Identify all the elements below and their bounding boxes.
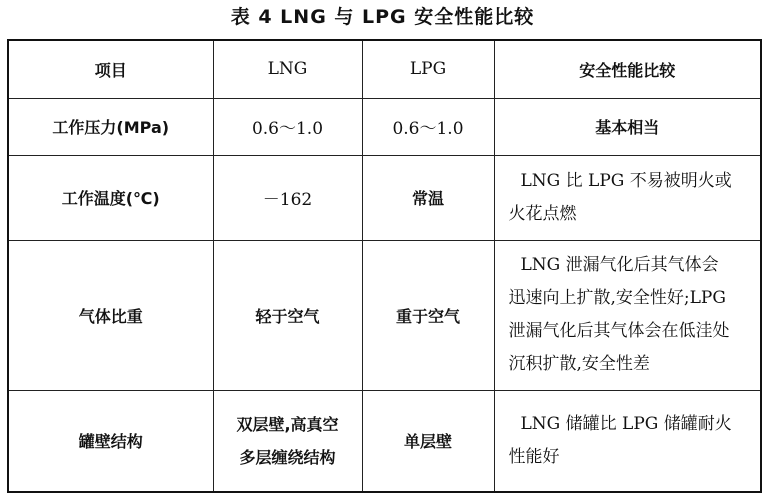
compare-line: 火花点燃	[508, 203, 577, 224]
table-row	[8, 155, 761, 240]
compare-line: LNG 泄漏气化后其气体会	[520, 255, 719, 275]
row-lng: 轻于空气	[213, 240, 362, 390]
row-item: 工作压力(MPa)	[8, 98, 213, 155]
header-item: 项目	[8, 40, 213, 98]
row-compare: 基本相当	[494, 98, 761, 155]
row-compare	[494, 390, 761, 492]
row-compare	[494, 240, 761, 390]
compare-line: 性能好	[508, 446, 560, 467]
row-lng	[213, 390, 362, 492]
header-compare: 安全性能比较	[494, 40, 761, 98]
compare-line: LNG 储罐比 LPG 储罐耐火	[520, 413, 732, 434]
safety-comparison-table	[7, 39, 762, 493]
table-row	[8, 98, 761, 155]
table-title: 表 4 LNG 与 LPG 安全性能比较	[230, 6, 535, 28]
header-lng: LNG	[213, 40, 362, 98]
compare-line: LNG 比 LPG 不易被明火或	[520, 170, 732, 191]
row-lpg: 单层壁	[362, 390, 494, 492]
compare-line: 迅速向上扩散,安全性好;LPG	[508, 288, 726, 308]
lng-line: 双层壁,高真空	[236, 414, 339, 434]
table-row	[8, 390, 761, 492]
compare-line: 沉积扩散,安全性差	[508, 354, 650, 374]
table-row	[8, 240, 761, 390]
row-item: 罐壁结构	[8, 390, 213, 492]
row-lng: 0.6～1.0	[213, 98, 362, 155]
row-item: 工作温度(℃)	[8, 155, 213, 240]
row-item: 气体比重	[8, 240, 213, 390]
row-compare	[494, 155, 761, 240]
row-lpg: 常温	[362, 155, 494, 240]
compare-line: 泄漏气化后其气体会在低洼处	[508, 321, 730, 341]
header-row	[8, 40, 761, 98]
row-lpg: 重于空气	[362, 240, 494, 390]
row-lpg: 0.6～1.0	[362, 98, 494, 155]
header-lpg: LPG	[362, 40, 494, 98]
lng-line: 多层缠绕结构	[239, 447, 336, 467]
row-lng: －162	[213, 155, 362, 240]
